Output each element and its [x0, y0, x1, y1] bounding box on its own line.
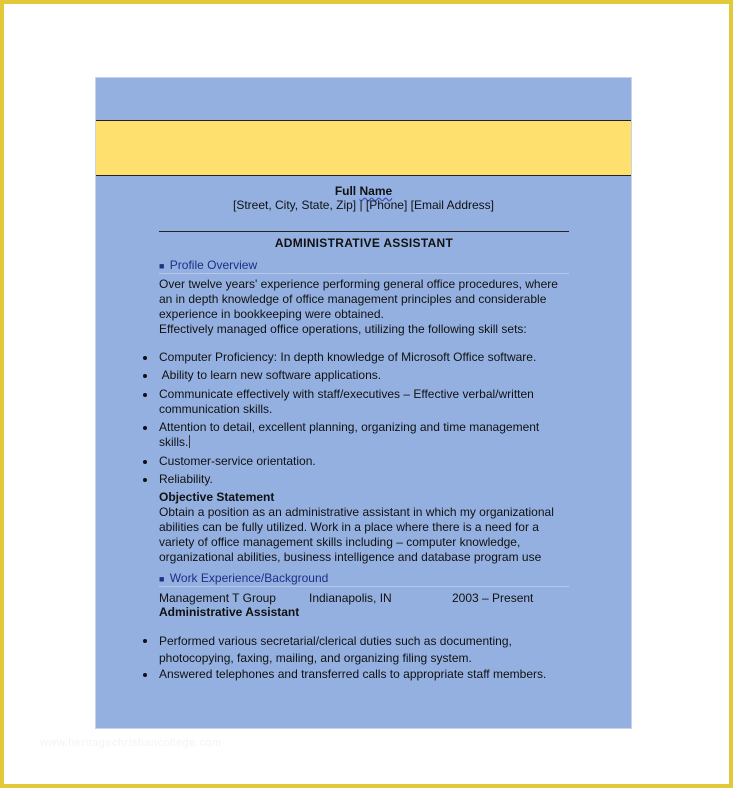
bullet-icon	[143, 460, 147, 464]
title-rule	[159, 231, 569, 232]
profile-text: Over twelve years' experience performing general office procedures, where an in depth knowledge of office management principles and considerable experience in bookkeeping were obtained. Effectively managed office operations, utilizing the following skill sets:	[159, 277, 558, 336]
duty-item: Performed various secretarial/clerical duties such as documenting, photocopying, faxing, mailing, and organizing filing system.	[159, 634, 512, 665]
bullet-icon	[143, 374, 147, 378]
square-bullet-icon: ■	[159, 261, 165, 271]
bullet-icon	[143, 356, 147, 360]
contact-address: [Street, City, State, Zip] | [Phone] [Email Address]	[232, 198, 494, 212]
bullet-icon	[143, 393, 147, 397]
full-name	[96, 184, 631, 199]
section-heading-profile	[159, 258, 257, 274]
bullet-icon	[143, 639, 147, 643]
skill-item: Communicate effectively with staff/executives – Effective verbal/written communication skills.	[159, 387, 534, 416]
name-last: Name	[359, 184, 393, 198]
objective-text: Obtain a position as an administrative assistant in which my organizational abilities can be fully utilized. Work in a place where there is a need for a variety of office management skills including – computer knowledge, organizational abilities, business intelligence and database program use	[159, 505, 554, 564]
profile-heading-label: Profile Overview	[169, 258, 258, 272]
bullet-icon	[143, 426, 147, 430]
bullet-icon	[143, 478, 147, 482]
skill-item: Attention to detail, excellent planning, organizing and time management skills.	[159, 420, 540, 449]
company-name: Management T Group	[159, 591, 276, 605]
position-title: Administrative Assistant	[159, 605, 300, 619]
duty-item: Answered telephones and transferred calls to appropriate staff members.	[159, 667, 547, 681]
name-first: Full	[334, 184, 360, 198]
text-cursor	[189, 435, 190, 448]
skill-item: Ability to learn new software applications.	[159, 368, 382, 382]
employment-dates: 2003 – Present	[452, 591, 534, 605]
square-bullet-icon: ■	[159, 574, 165, 584]
header-band	[96, 120, 631, 176]
work-heading-label: Work Experience/Background	[169, 571, 329, 585]
bullet-icon	[143, 673, 147, 677]
section-rule-work	[159, 586, 569, 587]
skill-item: Customer-service orientation.	[159, 454, 316, 468]
section-heading-work	[159, 571, 328, 587]
watermark: www.heritagechristiancollege.com	[40, 737, 222, 749]
objective-heading: Objective Statement	[159, 490, 275, 504]
skill-item-with-cursor	[159, 420, 539, 450]
job-title: ADMINISTRATIVE ASSISTANT	[274, 236, 454, 250]
section-rule-profile	[159, 273, 569, 274]
skill-item: Reliability.	[159, 472, 213, 486]
company-location: Indianapolis, IN	[309, 591, 392, 605]
resume-page	[96, 78, 631, 728]
skill-item: Computer Proficiency: In depth knowledge of Microsoft Office software.	[159, 350, 537, 364]
